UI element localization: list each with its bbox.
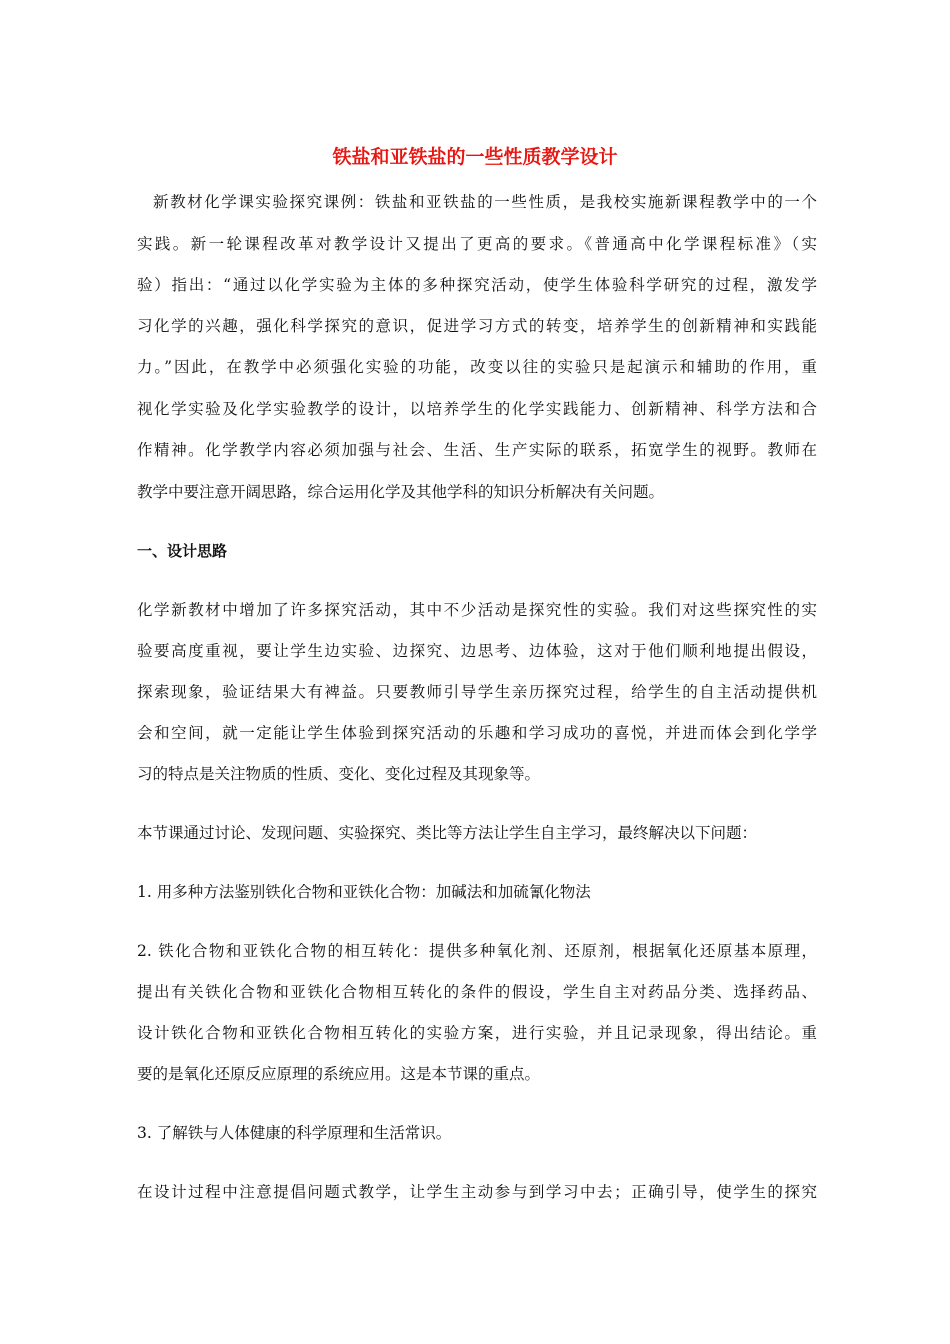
section1-line-1: 化学新教材中增加了许多探究活动，其中不少活动是探究性的实验。我们对这些探究性的实 xyxy=(137,601,817,619)
list-item-2-line-3: 设计铁化合物和亚铁化合物相互转化的实验方案，进行实验，并且记录现象，得出结论。重 xyxy=(137,1024,817,1042)
section1-line-2: 验要高度重视，要让学生边实验、边探究、边思考、边体验，这对于他们顺利地提出假设， xyxy=(137,642,817,660)
closing-line: 在设计过程中注意提倡问题式教学，让学生主动参与到学习中去；正确引导，使学生的探究 xyxy=(137,1183,817,1201)
intro-line-5: 力。”因此，在教学中必须强化实验的功能，改变以往的实验只是起演示和辅助的作用，重 xyxy=(137,358,817,376)
intro-line-2: 实践。新一轮课程改革对教学设计又提出了更高的要求。《普通高中化学课程标准》（实 xyxy=(137,235,817,253)
intro-line-3: 验）指出：“通过以化学实验为主体的多种探究活动，使学生体验科学研究的过程，激发学 xyxy=(137,276,817,294)
intro-line-6: 视化学实验及化学实验教学的设计，以培养学生的化学实践能力、创新精神、科学方法和合 xyxy=(137,400,817,418)
intro-line-4: 习化学的兴趣，强化科学探究的意识，促进学习方式的转变，培养学生的创新精神和实践能 xyxy=(137,317,817,335)
list-item-1: 1. 用多种方法鉴别铁化合物和亚铁化合物：加碱法和加硫氰化物法 xyxy=(137,883,591,901)
list-item-2-line-1: 2. 铁化合物和亚铁化合物的相互转化：提供多种氧化剂、还原剂，根据氧化还原基本原理， xyxy=(137,942,817,960)
section1-line-4: 会和空间，就一定能让学生体验到探究活动的乐趣和学习成功的喜悦，并进而体会到化学学 xyxy=(137,724,817,742)
list-item-2-line-4: 要的是氧化还原反应原理的系统应用。这是本节课的重点。 xyxy=(137,1065,541,1083)
list-item-3: 3. 了解铁与人体健康的科学原理和生活常识。 xyxy=(137,1124,452,1142)
list-item-2-line-2: 提出有关铁化合物和亚铁化合物相互转化的条件的假设，学生自主对药品分类、选择药品、 xyxy=(137,983,817,1001)
section1-heading: 一、设计思路 xyxy=(137,542,228,560)
section1-line-3: 探索现象，验证结果大有裨益。只要教师引导学生亲历探究过程，给学生的自主活动提供机 xyxy=(137,683,817,701)
lesson-intro: 本节课通过讨论、发现问题、实验探究、类比等方法让学生自主学习，最终解决以下问题： xyxy=(137,824,758,842)
document-title: 铁盐和亚铁盐的一些性质教学设计 xyxy=(332,146,618,168)
section1-line-5: 习的特点是关注物质的性质、变化、变化过程及其现象等。 xyxy=(137,765,541,783)
intro-line-1: 新教材化学课实验探究课例：铁盐和亚铁盐的一些性质，是我校实施新课程教学中的一个 xyxy=(153,193,817,211)
intro-line-7: 作精神。化学教学内容必须加强与社会、生活、生产实际的联系，拓宽学生的视野。教师在 xyxy=(137,441,817,459)
intro-line-8: 教学中要注意开阔思路，综合运用化学及其他学科的知识分析解决有关问题。 xyxy=(137,483,665,501)
